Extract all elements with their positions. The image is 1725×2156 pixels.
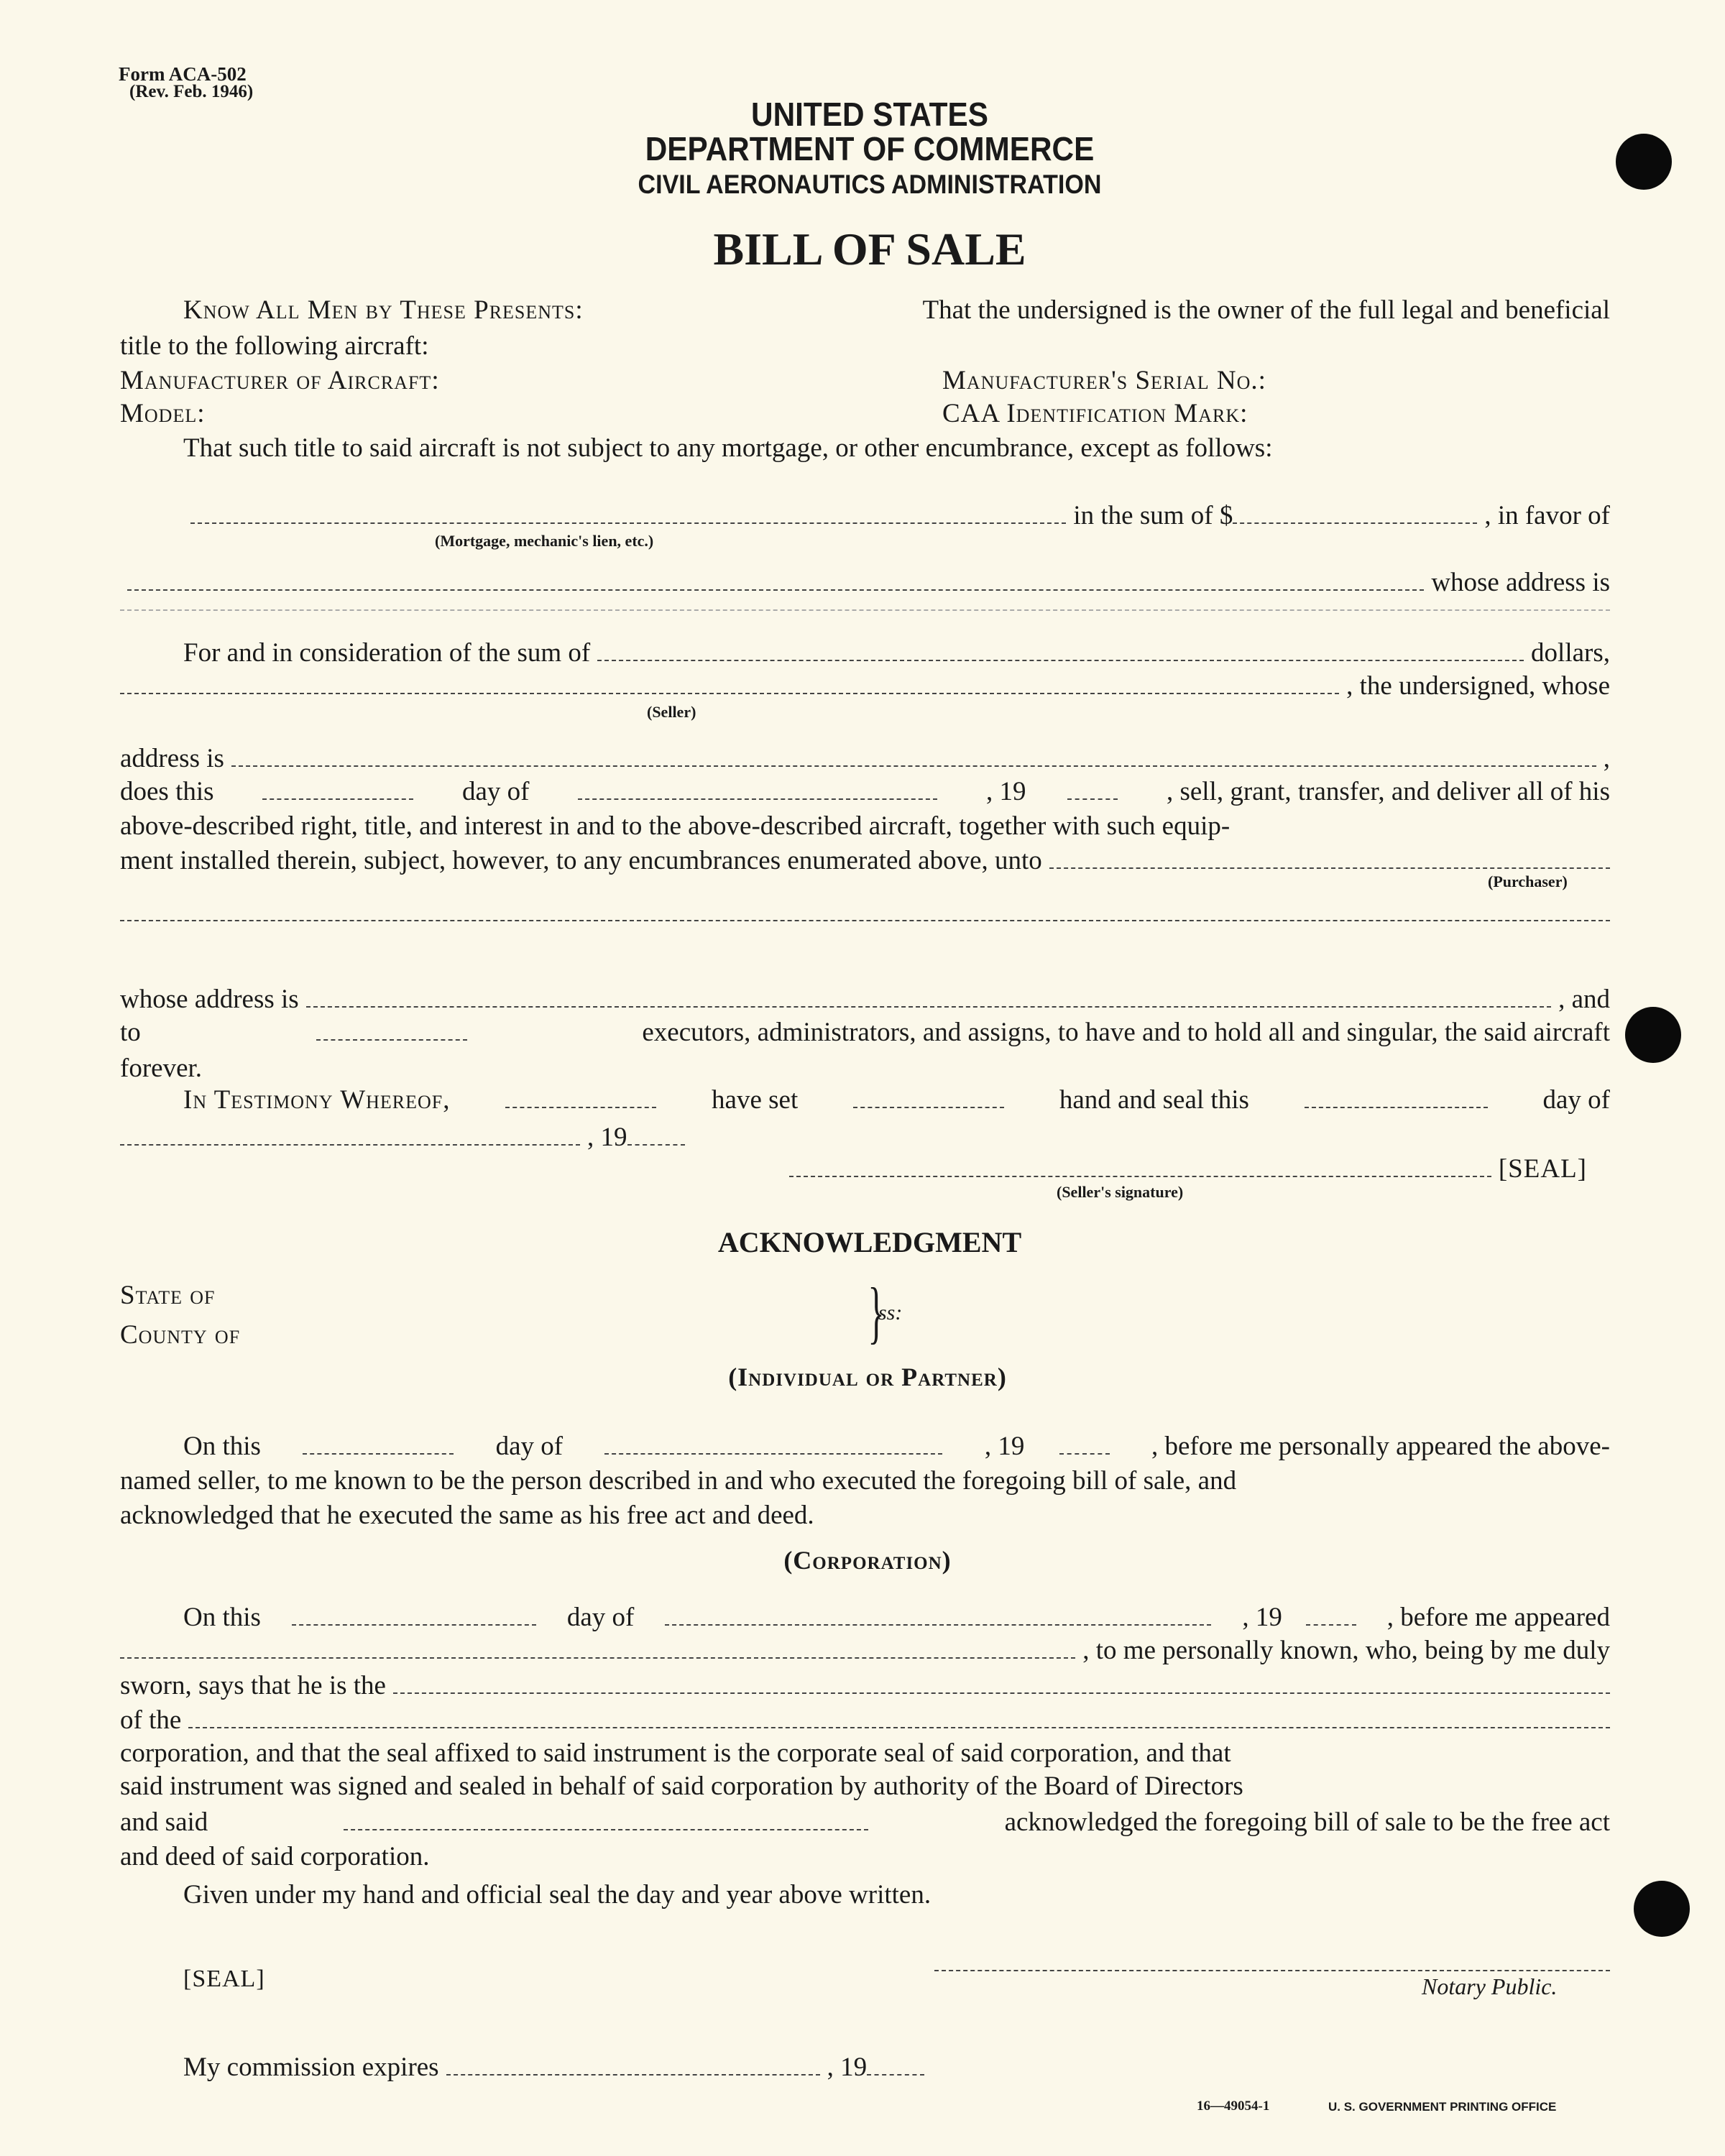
and-said-label: and said — [120, 1807, 208, 1837]
year-label: , 19 — [985, 777, 1026, 806]
manufacturer-row — [120, 365, 1610, 398]
of-the-label: of the — [120, 1705, 182, 1735]
sell-text: , sell, grant, transfer, and deliver all of his — [1166, 777, 1610, 806]
consideration-row — [183, 637, 1610, 671]
corp-day-blank[interactable] — [292, 1623, 536, 1626]
encumbrance-text: That such title to said aircraft is not subject to any mortgage, or other encumbrance, except as follows: — [183, 433, 1273, 463]
encumbrance-row — [183, 500, 1610, 533]
purchaser-row — [120, 845, 1610, 878]
corporation-date-row — [183, 1602, 1610, 1635]
consideration-label: For and in consideration of the sum of — [183, 638, 591, 668]
testimony-day-blank[interactable] — [1305, 1106, 1488, 1108]
corporation-text-8: and deed of said corporation. — [120, 1842, 430, 1871]
year-label: , 19 — [827, 2053, 868, 2082]
does-this-label: does this — [120, 777, 214, 806]
ss-label: ss: — [878, 1301, 903, 1325]
agency-line-1: UNITED STATES — [751, 96, 988, 133]
before-text: , before me appeared — [1386, 1603, 1610, 1632]
agency-line-3: CIVIL AERONAUTICS ADMINISTRATION — [638, 170, 1102, 199]
brace: } — [868, 1273, 885, 1350]
corp-year-blank[interactable] — [1306, 1623, 1356, 1626]
month-blank[interactable] — [578, 798, 937, 800]
have-set-label: have set — [712, 1085, 799, 1115]
sum-label: in the sum of $ — [1073, 501, 1233, 530]
ind-day-blank[interactable] — [303, 1452, 454, 1455]
corporation-text-5: corporation, and that the seal affixed to said instrument is the corporate seal of said corporation, and that — [120, 1738, 1231, 1768]
address-blank[interactable] — [120, 609, 1610, 611]
caa-mark-label: CAA Identification Mark: — [942, 399, 1248, 428]
document-title: BILL OF SALE — [713, 224, 1026, 275]
intro-lead: Know All Men by These Presents: — [183, 295, 584, 325]
forever-text: forever. — [120, 1054, 203, 1083]
model-label: Model: — [120, 399, 206, 428]
punch-hole — [1625, 1007, 1681, 1063]
sworn-text: sworn, says that he is the — [120, 1671, 386, 1700]
ind-year-blank[interactable] — [1059, 1452, 1110, 1455]
intro-text: That the undersigned is the owner of the full legal and beneficial — [922, 295, 1610, 325]
encumbrance-intro — [183, 433, 1610, 466]
testimony-date-row — [120, 1122, 1610, 1155]
commission-date-blank[interactable] — [446, 2073, 820, 2076]
purchaser-line — [120, 919, 1610, 952]
individual-date-row — [183, 1431, 1610, 1464]
seller-signature-blank[interactable] — [789, 1175, 1491, 1177]
commission-year-blank[interactable] — [867, 2073, 924, 2076]
year-label: , 19 — [587, 1123, 627, 1152]
dollars-label: dollars, — [1531, 638, 1610, 668]
executors-text: executors, administrators, and assigns, to have and to hold all and singular, the said aircraft — [642, 1018, 1610, 1047]
day-of-label: day of — [566, 1603, 635, 1632]
signature-caption: (Seller's signature) — [1057, 1183, 1184, 1201]
purchaser-address-blank[interactable] — [306, 1005, 1551, 1008]
commission-row — [183, 2052, 1610, 2085]
day-blank[interactable] — [262, 798, 413, 800]
intro-line-1 — [183, 295, 1610, 328]
individual-text-2: named seller, to me known to be the person described in and who executed the foregoing bill of sale, and — [120, 1466, 1237, 1496]
purchaser-blank-2[interactable] — [120, 919, 1610, 921]
testimony-lead: In Testimony Whereof, — [183, 1085, 451, 1115]
encumbrance-caption: (Mortgage, mechanic's lien, etc.) — [435, 532, 654, 550]
corporation-name-blank[interactable] — [188, 1726, 1610, 1728]
testimony-row — [183, 1084, 1610, 1118]
county-label: County of — [120, 1320, 241, 1350]
date-row — [120, 776, 1610, 809]
form-revision: (Rev. Feb. 1946) — [129, 82, 254, 101]
seller-address-blank[interactable] — [231, 765, 1596, 767]
corporation-name-row — [120, 1705, 1610, 1738]
consideration-text-3: above-described right, title, and interest in and to the above-described aircraft, together with such equip- — [120, 811, 1230, 841]
whose-address-label: whose address is — [120, 985, 299, 1014]
footer-printer: U. S. GOVERNMENT PRINTING OFFICE — [1328, 2100, 1557, 2114]
corporation-text-6: said instrument was signed and sealed in behalf of said corporation by authority of the Board of Directors — [120, 1772, 1243, 1801]
corporation-heading: (Corporation) — [783, 1546, 952, 1575]
individual-heading: (Individual or Partner) — [728, 1363, 1007, 1391]
officer-title-blank[interactable] — [393, 1692, 1610, 1694]
agency-line-2: DEPARTMENT OF COMMERCE — [645, 130, 1095, 167]
seller-signature-row — [782, 1153, 1587, 1187]
purchaser-caption: (Purchaser) — [1488, 872, 1568, 890]
individual-line-2 — [120, 1465, 1610, 1498]
encumbrance-address-row — [120, 567, 1610, 600]
seller-address-row — [120, 743, 1610, 776]
state-label: State of — [120, 1281, 216, 1310]
individual-text-3: acknowledged that he executed the same as his free act and deed. — [120, 1501, 814, 1530]
ack-text: acknowledged the foregoing bill of sale to be the free act — [1004, 1807, 1610, 1837]
day-of-label: day of — [462, 777, 530, 806]
purchaser-blank[interactable] — [1049, 867, 1610, 869]
year-label: , 19 — [1242, 1603, 1282, 1632]
serial-label: Manufacturer's Serial No.: — [942, 366, 1266, 395]
address-is-label: address is — [120, 744, 224, 773]
ind-month-blank[interactable] — [604, 1452, 942, 1455]
testimony-year-blank[interactable] — [627, 1143, 685, 1146]
seal-label: [SEAL] — [1498, 1154, 1587, 1184]
corp-officer-blank[interactable] — [344, 1828, 868, 1830]
undersigned-label: , the undersigned, whose — [1346, 671, 1610, 701]
testimony-month-blank[interactable] — [120, 1143, 580, 1146]
corporation-line-8 — [120, 1841, 1610, 1874]
footer-code: 16—49054-1 — [1197, 2099, 1270, 2114]
notary-public-label: Notary Public. — [1422, 1973, 1558, 1999]
encumbrance-type-blank[interactable] — [190, 522, 1066, 524]
comma: , — [1603, 744, 1610, 773]
commission-label: My commission expires — [183, 2053, 439, 2082]
manufacturer-label: Manufacturer of Aircraft: — [120, 366, 440, 395]
favor-label: , in favor of — [1484, 501, 1610, 530]
sum-blank[interactable] — [1233, 522, 1477, 524]
acknowledgment-title: ACKNOWLEDGMENT — [717, 1226, 1022, 1258]
corporation-title-row — [120, 1670, 1610, 1703]
given-row — [183, 1879, 1610, 1912]
known-text: , to me personally known, who, being by me duly — [1082, 1636, 1610, 1665]
testimony-blank-1[interactable] — [505, 1106, 656, 1108]
corporation-officer-row — [120, 1635, 1610, 1668]
to-label: to — [120, 1018, 141, 1047]
on-this-label: On this — [183, 1432, 261, 1461]
hand-seal-label: hand and seal this — [1059, 1085, 1249, 1115]
corporation-line-6 — [120, 1771, 1610, 1804]
on-this-label: On this — [183, 1603, 261, 1632]
notary-signature-line[interactable] — [934, 1970, 1610, 1971]
before-text: , before me personally appeared the above- — [1151, 1432, 1610, 1461]
forever-row — [120, 1053, 1610, 1086]
model-row — [120, 398, 1610, 431]
form-number: Form ACA-502 — [119, 63, 247, 85]
corporation-ack-row — [120, 1807, 1610, 1840]
county-row — [120, 1319, 1610, 1353]
seller-row — [120, 671, 1610, 704]
and-label: , and — [1558, 985, 1610, 1014]
seller-caption: (Seller) — [647, 703, 696, 721]
year-blank[interactable] — [1067, 798, 1118, 800]
year-label: , 19 — [984, 1432, 1025, 1461]
day-of-label: day of — [1542, 1085, 1610, 1115]
consideration-text-4: ment installed therein, subject, however, to any encumbrances enumerated above, unto — [120, 846, 1042, 875]
corporation-line-5 — [120, 1738, 1610, 1771]
given-text: Given under my hand and official seal the day and year above written. — [183, 1880, 932, 1909]
notary-seal-label: [SEAL] — [183, 1966, 265, 1992]
pronoun-blank[interactable] — [316, 1038, 467, 1041]
state-row — [120, 1280, 1610, 1313]
intro-text-2: title to the following aircraft: — [120, 331, 429, 361]
testimony-blank-2[interactable] — [853, 1106, 1004, 1108]
address-label: whose address is — [1431, 568, 1610, 597]
purchaser-address-row — [120, 984, 1610, 1017]
day-of-label: day of — [495, 1432, 564, 1461]
seller-blank[interactable] — [120, 692, 1339, 694]
consideration-line-3 — [120, 811, 1610, 844]
individual-line-3 — [120, 1500, 1610, 1533]
assigns-row — [120, 1017, 1610, 1050]
intro-line-2 — [120, 331, 1610, 364]
favor-blank[interactable] — [127, 589, 1424, 591]
officer-name-blank[interactable] — [120, 1657, 1075, 1659]
corp-month-blank[interactable] — [665, 1623, 1211, 1626]
punch-hole — [1634, 1881, 1690, 1937]
consideration-blank[interactable] — [597, 659, 1524, 661]
